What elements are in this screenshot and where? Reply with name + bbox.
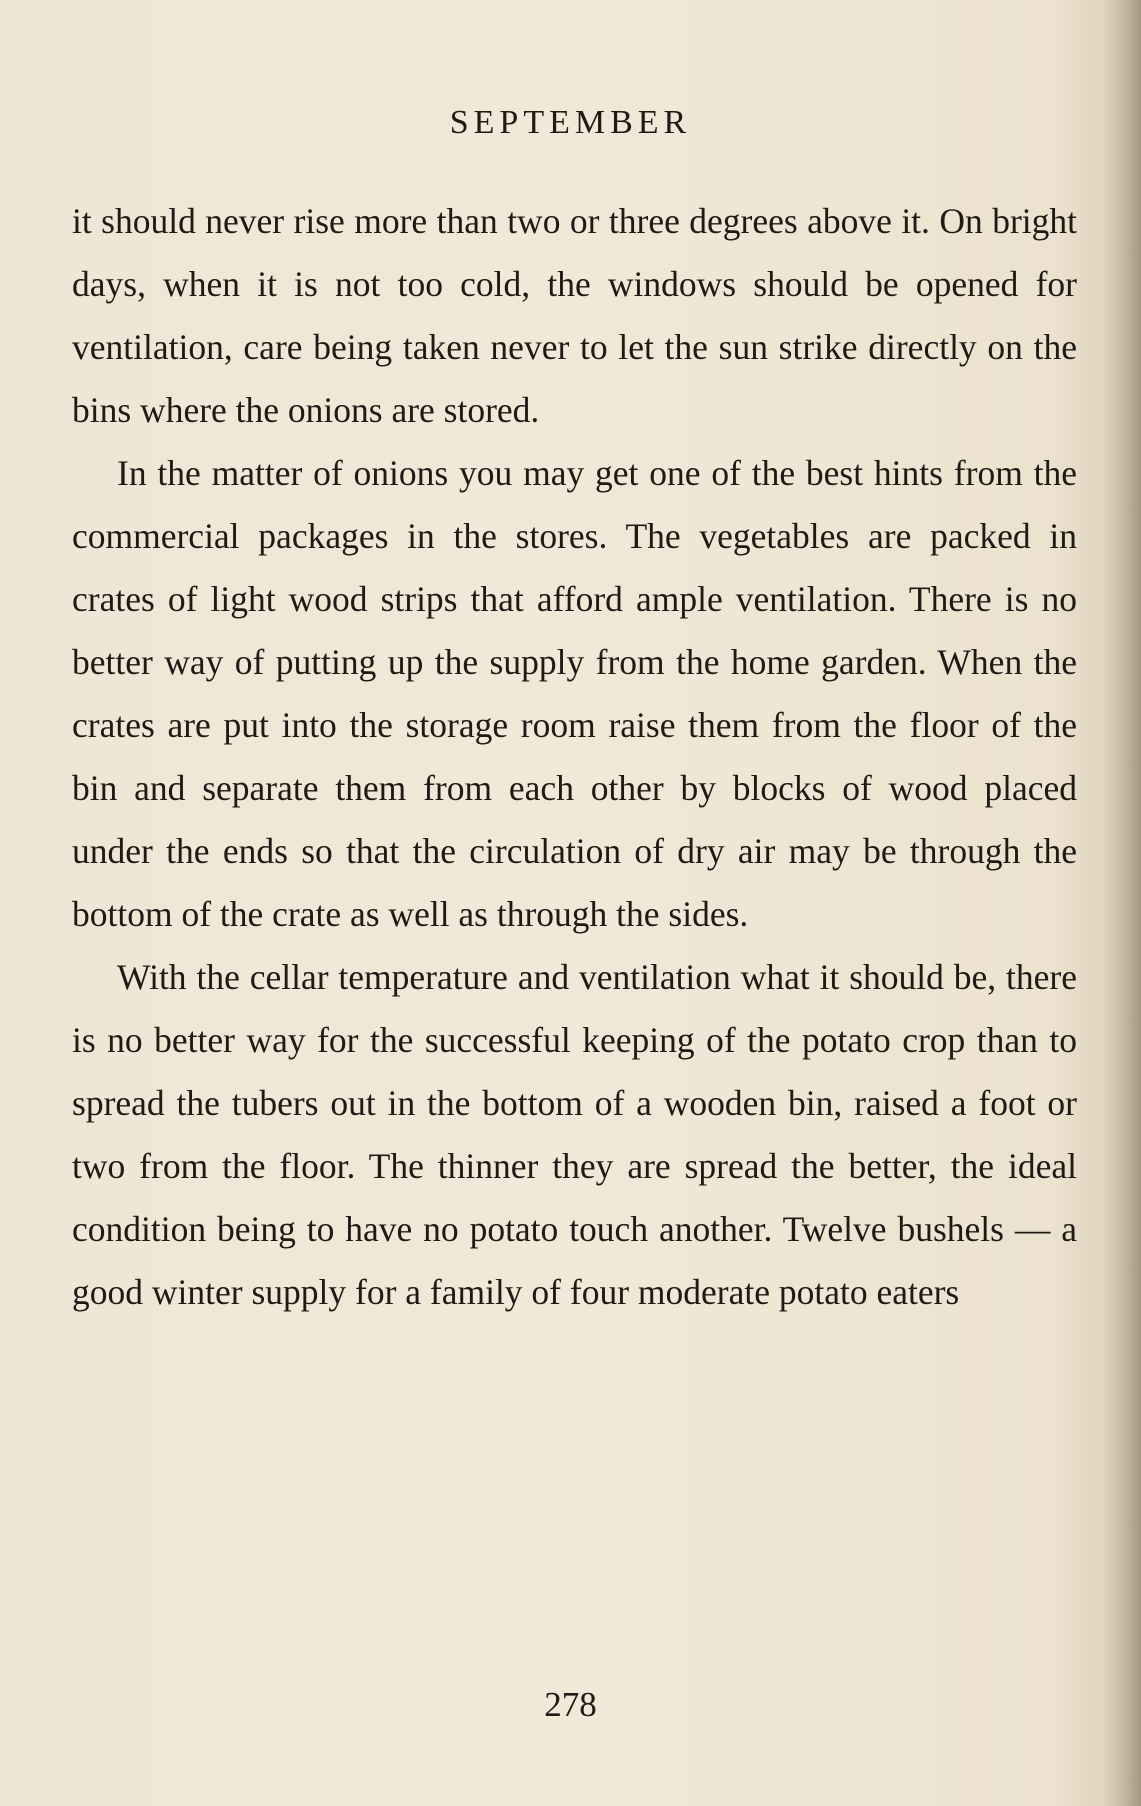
paragraph-3: With the cellar temperature and ventilation what it should be, there is no better way for the successful keeping of the potato crop than to spread the tubers out in the bottom of a wooden bin, raised a foot or two from the floor. The thinner they are spread the better, the ideal condition being to have no potato touch another. Twelve bushels — a good winter supply for a family of four moderate potato eaters — [72, 957, 1077, 1312]
running-head: SEPTEMBER — [449, 104, 692, 141]
page-number: 278 — [544, 1685, 597, 1724]
paragraph-2: In the matter of onions you may get one of the best hints from the commercial packages in the stores. The vegetables are packed in crates of light wood strips that afford ample ventilation. There is no better way of putting up the supply from the home garden. When the crates are put into the storage room raise them from the floor of the bin and separate them from each other by blocks of wood placed under the ends so that the circulation of dry air may be through the bottom of the crate as well as through the sides. — [72, 453, 1077, 934]
body-text — [72, 190, 1077, 1324]
paragraph-1: it should never rise more than two or three degrees above it. On bright days, when it is not too cold, the windows should be opened for ventilation, care being taken never to let the sun strike directly on the bins where the onions are stored. — [72, 201, 1077, 430]
page-edge-shadow — [1103, 0, 1141, 1806]
